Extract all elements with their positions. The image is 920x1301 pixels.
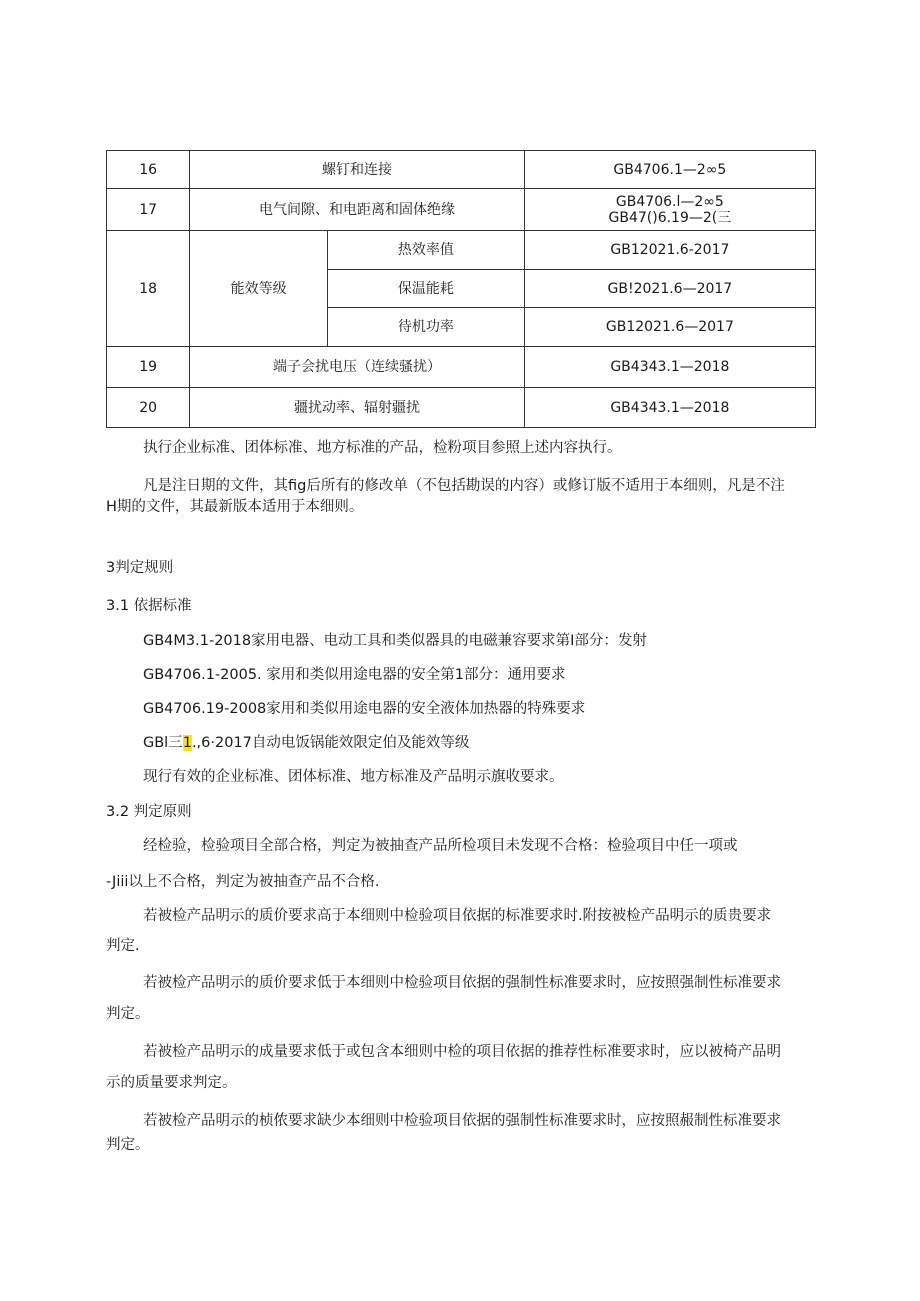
inspection-item: 疆扰动率、辐射疆扰 [190, 388, 524, 428]
standard-item-1: GB4M3.1-2018家用电器、电动工具和类似器具的电磁兼容要求第I部分：发射 [143, 633, 647, 649]
section-heading-3: 3判定规则 [106, 560, 174, 576]
inspection-item: 端子会扰电压（连续骚扰） [190, 347, 524, 388]
table-row [107, 189, 816, 231]
rule-2-line1: 若被检产品明示的质价要求高于本细则中检验项目依据的标准要求时.附按被检产品明示的质贵要求 [143, 908, 772, 924]
sub-item: 热效率值 [327, 231, 524, 270]
inspection-item: 能效等级 [190, 231, 328, 347]
rule-2-line2: 判定. [106, 938, 140, 954]
paragraph-enterprise-standards: 执行企业标准、团体标准、地方标准的产品，检粉项目参照上述内容执行。 [143, 440, 622, 456]
rule-4-line2: 示的质量要求判定。 [106, 1075, 237, 1091]
standard-ref: GB12021.6-2017 [524, 231, 815, 270]
rule-3-line2: 判定。 [106, 1006, 150, 1022]
inspection-items-table [106, 150, 816, 428]
row-number: 18 [107, 231, 190, 347]
row-number: 19 [107, 347, 190, 388]
standard-item-5: 现行有效的企业标准、团体标准、地方标准及产品明示旗收要求。 [143, 769, 564, 785]
rule-3-line1: 若被检产品明示的质价要求低于本细则中检验项目依据的强制性标准要求时，应按照强制性标准要求 [143, 975, 781, 991]
standard-ref: GB12021.6—2017 [524, 308, 815, 347]
sub-item: 保温能耗 [327, 270, 524, 308]
inspection-item: 螺钉和连接 [190, 151, 524, 189]
rule-5-line2: 判定。 [106, 1137, 150, 1153]
standard-ref: GB4343.1—2018 [524, 388, 815, 428]
rule-1-line1: 经检验，检验项目全部合格，判定为被抽查产品所检项目未发现不合格：检验项目中任一项或 [143, 838, 738, 854]
standard-item-3: GB4706.19-2008家用和类似用途电器的安全液体加热器的特殊要求 [143, 701, 586, 717]
sub-item: 待机功率 [327, 308, 524, 347]
row-number: 20 [107, 388, 190, 428]
row-number: 16 [107, 151, 190, 189]
inspection-item: 电气间隙、和电距离和固体绝缘 [190, 189, 524, 231]
table-row [107, 231, 816, 270]
row-number: 17 [107, 189, 190, 231]
section-heading-3-2: 3.2 判定原则 [106, 804, 192, 820]
standard-item-4: GBl三1.,6·2017自动电饭锅能效限定伯及能效等级 [143, 735, 470, 751]
standard-ref: GB4706.l—2∞5 GB47()6.19—2(三 [524, 189, 815, 231]
section-heading-3-1: 3.1 依据标准 [106, 598, 192, 614]
rule-4-line1: 若被检产品明示的成量要求低于或包含本细则中检的项目依据的推荐性标准要求时，应以被椅产品明 [143, 1044, 781, 1060]
standard-ref: GB4706.1—2∞5 [524, 151, 815, 189]
table-row [107, 151, 816, 189]
table-row [107, 388, 816, 428]
standard-ref: GB!2021.6—2017 [524, 270, 815, 308]
rule-5-line1: 若被检产品明示的桢侬要求缺少本细则中检验项目依据的强制性标准要求时，应按照赧制性标准要求 [143, 1113, 781, 1129]
paragraph-dated-references-line1: 凡是注日期的文件，其fig后所有的修改单（不包括勘误的内容）或修订版不适用于本细则，凡是不注 [143, 478, 785, 494]
highlight-mark: 1 [182, 735, 192, 751]
rule-1-line2: -Jiii以上不合格，判定为被抽查产品不合格. [106, 874, 380, 890]
standard-ref: GB4343.1—2018 [524, 347, 815, 388]
table-row [107, 347, 816, 388]
standard-item-2: GB4706.1-2005. 家用和类似用途电器的安全第1部分：通用要求 [143, 667, 566, 683]
paragraph-dated-references-line2: H期的文件，其最新版本适用于本细则。 [106, 499, 364, 515]
